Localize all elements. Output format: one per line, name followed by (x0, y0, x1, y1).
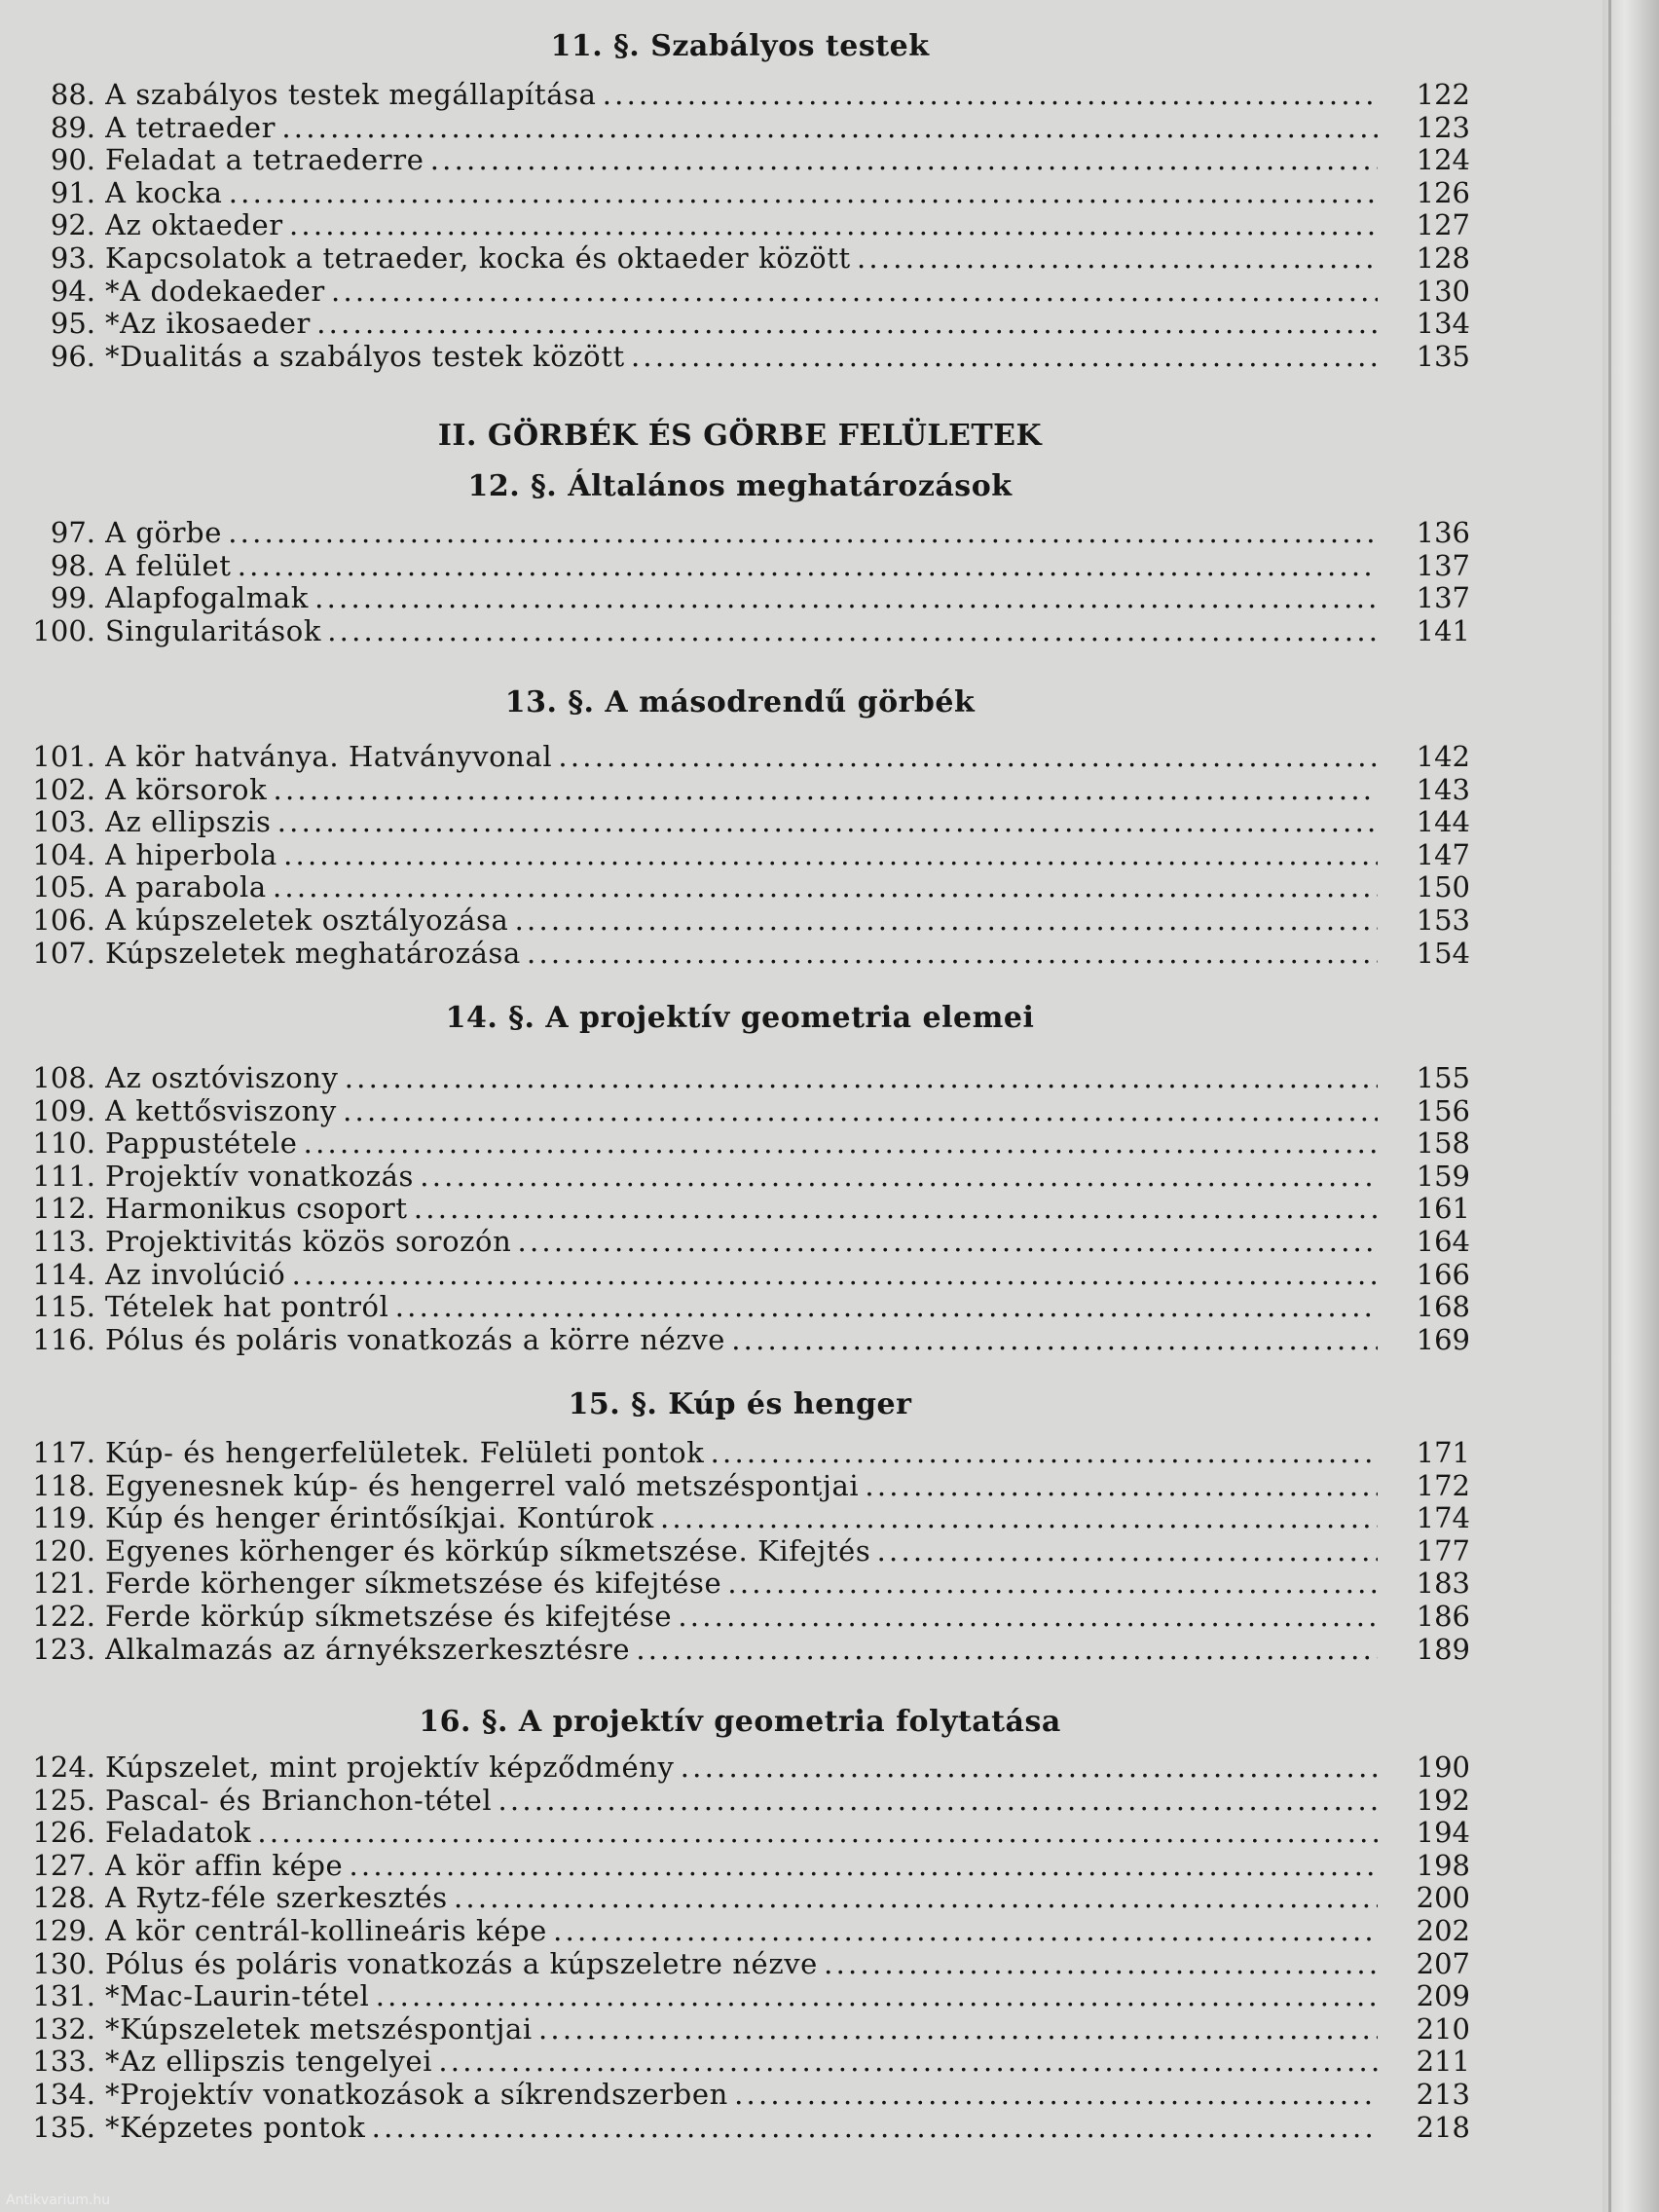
toc-entry (0, 1633, 1470, 1666)
toc-entry (0, 549, 1470, 582)
toc-entry (0, 1751, 1470, 1784)
entry-page-number: 136 (1416, 516, 1470, 549)
watermark: Antikvarium.hu (6, 2193, 111, 2208)
toc-entry (0, 614, 1470, 647)
entry-title: *A dodekaeder . . . (105, 275, 1378, 308)
entry-title: Projektív vonatkozás . . . (105, 1160, 1378, 1193)
entry-number: 111. (32, 1159, 95, 1193)
entry-title: Harmonikus csoport . . . (105, 1192, 1378, 1225)
entry-number: 127. (32, 1848, 95, 1882)
entry-page-number: 147 (1416, 837, 1470, 871)
section-heading: 15. §. Kúp és henger (568, 1387, 912, 1421)
entry-number: 95. (50, 307, 95, 341)
toc-entry (0, 773, 1470, 806)
entry-number: 112. (32, 1192, 95, 1226)
section-heading: 11. §. Szabályos testek (550, 29, 930, 63)
entry-page-number: 169 (1416, 1322, 1470, 1356)
entry-title: *Dualitás a szabályos testek között . . . (105, 340, 1378, 373)
toc-entry (0, 903, 1470, 937)
toc-entry (0, 1881, 1470, 1914)
entry-title: Kúpszelet, mint projektív képződmény . . . (105, 1751, 1378, 1784)
toc-entry (0, 740, 1470, 773)
entry-number: 106. (32, 903, 95, 937)
entry-number: 93. (50, 241, 95, 275)
entry-number: 92. (50, 208, 95, 242)
entry-page-number: 213 (1416, 2078, 1470, 2111)
entry-title: A kettősviszony . . . (105, 1094, 1378, 1127)
entry-page-number: 171 (1416, 1436, 1470, 1469)
entry-page-number: 189 (1416, 1632, 1470, 1666)
entry-number: 122. (32, 1600, 95, 1633)
entry-page-number: 130 (1416, 274, 1470, 308)
entry-title: *Projektív vonatkozások a síkrendszerben . . . (105, 2078, 1378, 2111)
entry-title: A Rytz-féle szerkesztés . . . (105, 1881, 1378, 1914)
entry-title: Alapfogalmak . . . (105, 581, 1378, 614)
entry-title: Singularitások . . . (105, 614, 1378, 647)
entry-page-number: 183 (1416, 1567, 1470, 1601)
entry-page-number: 210 (1416, 2011, 1470, 2046)
entry-number: 97. (50, 516, 95, 549)
entry-title: Pascal- és Brianchon-tétel . . . (105, 1784, 1378, 1817)
toc-entry (0, 805, 1470, 838)
entry-page-number: 218 (1416, 2110, 1470, 2144)
toc-entry (0, 1436, 1470, 1469)
entry-number: 124. (32, 1751, 95, 1784)
entry-page-number: 194 (1416, 1816, 1470, 1850)
entry-title: A kocka . . . (105, 176, 1378, 209)
entry-title: Egyenes körhenger és körkúp síkmetszése. Kifejtés . . . (105, 1534, 1378, 1567)
section-heading: 14. §. A projektív geometria elemei (445, 1001, 1035, 1035)
entry-page-number: 172 (1416, 1468, 1470, 1502)
entry-number: 132. (32, 2011, 95, 2046)
entry-number: 113. (32, 1225, 95, 1258)
toc-entry (0, 937, 1470, 970)
toc-entry (0, 1947, 1470, 1980)
entry-number: 123. (32, 1632, 95, 1666)
entry-title: Feladatok . . . (105, 1816, 1378, 1849)
entry-number: 119. (32, 1501, 95, 1535)
toc-entry (0, 1094, 1470, 1127)
entry-page-number: 177 (1416, 1533, 1470, 1567)
entry-number: 116. (32, 1322, 95, 1356)
entry-number: 101. (32, 740, 95, 773)
entry-page-number: 207 (1416, 1946, 1470, 1980)
entry-title: Projektivitás közös sorozón . . . (105, 1225, 1378, 1258)
entry-title: Kúp és henger érintősíkjai. Kontúrok . . . (105, 1501, 1378, 1534)
toc-entry (0, 1323, 1470, 1356)
toc-entry (0, 1469, 1470, 1502)
entry-page-number: 123 (1416, 110, 1470, 144)
toc-entry (0, 1192, 1470, 1225)
toc-entry (0, 340, 1470, 373)
toc-entry (0, 1600, 1470, 1633)
toc-entry (0, 176, 1470, 209)
entry-page-number: 209 (1416, 1979, 1470, 2013)
entry-number: 114. (32, 1257, 95, 1291)
entry-title: Pólus és poláris vonatkozás a kúpszeletre nézve . . . (105, 1947, 1378, 1980)
toc-entry (0, 2012, 1470, 2046)
entry-page-number: 124 (1416, 143, 1470, 177)
entry-page-number: 153 (1416, 903, 1470, 937)
entry-title: Kúp- és hengerfelületek. Felületi pontok . . . (105, 1436, 1378, 1469)
entry-number: 115. (32, 1290, 95, 1324)
toc-entry (0, 838, 1470, 871)
entry-page-number: 159 (1416, 1159, 1470, 1193)
toc-entry (0, 1290, 1470, 1323)
entry-page-number: 154 (1416, 936, 1470, 970)
toc-entry (0, 307, 1470, 340)
entry-number: 105. (32, 870, 95, 904)
toc-entry (0, 516, 1470, 549)
entry-number: 91. (50, 175, 95, 209)
toc-entry (0, 2111, 1470, 2144)
entry-title: Pappustétele . . . (105, 1126, 1378, 1160)
entry-number: 88. (50, 78, 95, 111)
entry-page-number: 192 (1416, 1783, 1470, 1817)
entry-page-number: 190 (1416, 1751, 1470, 1784)
entry-title: *Képzetes pontok . . . (105, 2111, 1378, 2144)
entry-number: 110. (32, 1126, 95, 1161)
entry-number: 117. (32, 1436, 95, 1469)
toc-entry (0, 1784, 1470, 1817)
entry-number: 121. (32, 1567, 95, 1601)
entry-page-number: 128 (1416, 241, 1470, 275)
entry-number: 108. (32, 1061, 95, 1094)
entry-page-number: 168 (1416, 1290, 1470, 1324)
entry-page-number: 174 (1416, 1501, 1470, 1535)
entry-title: Ferde körhenger síkmetszése és kifejtése . . . (105, 1567, 1378, 1600)
entry-number: 120. (32, 1533, 95, 1567)
entry-title: Kapcsolatok a tetraeder, kocka és oktaeder között . . . (105, 241, 1378, 275)
entry-page-number: 135 (1416, 339, 1470, 373)
entry-title: Az oktaeder . . . (105, 208, 1378, 241)
entry-title: A kör hatványa. Hatványvonal . . . (105, 740, 1378, 773)
entry-page-number: 166 (1416, 1257, 1470, 1291)
entry-title: A kör affin képe . . . (105, 1849, 1378, 1882)
toc-entry (0, 1534, 1470, 1567)
section-heading: 12. §. Általános meghatározások (467, 469, 1013, 503)
entry-page-number: 144 (1416, 805, 1470, 839)
entry-number: 102. (32, 772, 95, 806)
entry-number: 100. (32, 613, 95, 647)
entry-number: 134. (32, 2078, 95, 2111)
section-heading: 16. §. A projektív geometria folytatása (419, 1705, 1061, 1739)
entry-page-number: 198 (1416, 1848, 1470, 1882)
entry-title: A hiperbola . . . (105, 838, 1378, 871)
toc-entry (0, 208, 1470, 241)
toc-entry (0, 1567, 1470, 1600)
part-heading: II. GÖRBÉK ÉS GÖRBE FELÜLETEK (437, 419, 1043, 453)
entry-page-number: 127 (1416, 208, 1470, 242)
entry-number: 103. (32, 805, 95, 839)
toc-entry (0, 275, 1470, 308)
toc-entry (0, 1501, 1470, 1534)
entry-page-number: 134 (1416, 307, 1470, 341)
entry-page-number: 158 (1416, 1126, 1470, 1161)
toc-entry (0, 1914, 1470, 1947)
toc-entry (0, 1160, 1470, 1193)
toc-entry (0, 1816, 1470, 1849)
toc-entry (0, 1126, 1470, 1160)
entry-page-number: 137 (1416, 581, 1470, 615)
toc-entry (0, 1225, 1470, 1258)
toc-entry (0, 1979, 1470, 2012)
entry-number: 133. (32, 2045, 95, 2079)
entry-page-number: 202 (1416, 1914, 1470, 1947)
entry-page-number: 137 (1416, 548, 1470, 582)
entry-number: 126. (32, 1816, 95, 1850)
entry-title: A kúpszeletek osztályozása . . . (105, 903, 1378, 937)
entry-title: Kúpszeletek meghatározása . . . (105, 937, 1378, 970)
toc-entry (0, 581, 1470, 614)
entry-number: 99. (50, 581, 95, 615)
entry-page-number: 126 (1416, 175, 1470, 209)
entry-title: A tetraeder . . . (105, 111, 1378, 144)
entry-title: Tételek hat pontról . . . (105, 1290, 1378, 1323)
entry-page-number: 161 (1416, 1192, 1470, 1226)
entry-number: 135. (32, 2110, 95, 2144)
entry-page-number: 141 (1416, 613, 1470, 647)
toc-entry (0, 241, 1470, 275)
entry-title: A szabályos testek megállapítása . . . (105, 78, 1378, 111)
entry-page-number: 122 (1416, 78, 1470, 111)
entry-page-number: 164 (1416, 1225, 1470, 1258)
entry-title: A görbe . . . (105, 516, 1378, 549)
entry-number: 118. (32, 1468, 95, 1502)
toc-entry (0, 2078, 1470, 2111)
entry-number: 109. (32, 1093, 95, 1127)
toc-entry (0, 111, 1470, 144)
entry-page-number: 200 (1416, 1881, 1470, 1915)
entry-number: 130. (32, 1946, 95, 1980)
entry-number: 125. (32, 1783, 95, 1817)
toc-entry (0, 78, 1470, 111)
entry-title: *Kúpszeletek metszéspontjai . . . (105, 2012, 1378, 2046)
entry-page-number: 155 (1416, 1061, 1470, 1094)
entry-title: *Mac-Laurin-tétel . . . (105, 1979, 1378, 2012)
entry-number: 98. (50, 548, 95, 582)
entry-number: 89. (50, 110, 95, 144)
entry-number: 107. (32, 936, 95, 970)
entry-page-number: 156 (1416, 1093, 1470, 1127)
entry-title: A felület . . . (105, 549, 1378, 582)
entry-title: *Az ellipszis tengelyei . . . (105, 2045, 1378, 2078)
page-edge (1603, 0, 1659, 2212)
entry-page-number: 143 (1416, 772, 1470, 806)
entry-title: Feladat a tetraederre . . . (105, 143, 1378, 176)
entry-title: A kör centrál-kollineáris képe . . . (105, 1914, 1378, 1947)
entry-title: A parabola . . . (105, 870, 1378, 903)
entry-page-number: 150 (1416, 870, 1470, 904)
toc-entry (0, 1849, 1470, 1882)
toc-entry (0, 143, 1470, 176)
entry-number: 104. (32, 837, 95, 871)
entry-title: Ferde körkúp síkmetszése és kifejtése . . . (105, 1600, 1378, 1633)
toc-entry (0, 1061, 1470, 1094)
toc-entry (0, 870, 1470, 903)
toc-entry (0, 1258, 1470, 1291)
entry-number: 129. (32, 1914, 95, 1947)
entry-title: Az ellipszis . . . (105, 805, 1378, 838)
entry-title: Az osztóviszony . . . (105, 1061, 1378, 1094)
entry-title: Egyenesnek kúp- és hengerrel való metszéspontjai . . . (105, 1469, 1378, 1502)
toc-entry (0, 2045, 1470, 2078)
entry-page-number: 211 (1416, 2045, 1470, 2079)
entry-title: *Az ikosaeder . . . (105, 307, 1378, 340)
entry-number: 128. (32, 1881, 95, 1915)
entry-page-number: 142 (1416, 740, 1470, 773)
entry-page-number: 186 (1416, 1600, 1470, 1633)
entry-title: Az involúció . . . (105, 1258, 1378, 1291)
entry-title: Pólus és poláris vonatkozás a körre nézve . . . (105, 1323, 1378, 1356)
entry-number: 94. (50, 274, 95, 308)
entry-number: 131. (32, 1979, 95, 2013)
entry-title: A körsorok . . . (105, 773, 1378, 806)
entry-number: 96. (50, 339, 95, 373)
section-heading: 13. §. A másodrendű görbék (504, 685, 976, 719)
entry-number: 90. (50, 143, 95, 177)
entry-title: Alkalmazás az árnyékszerkesztésre . . . (105, 1633, 1378, 1666)
